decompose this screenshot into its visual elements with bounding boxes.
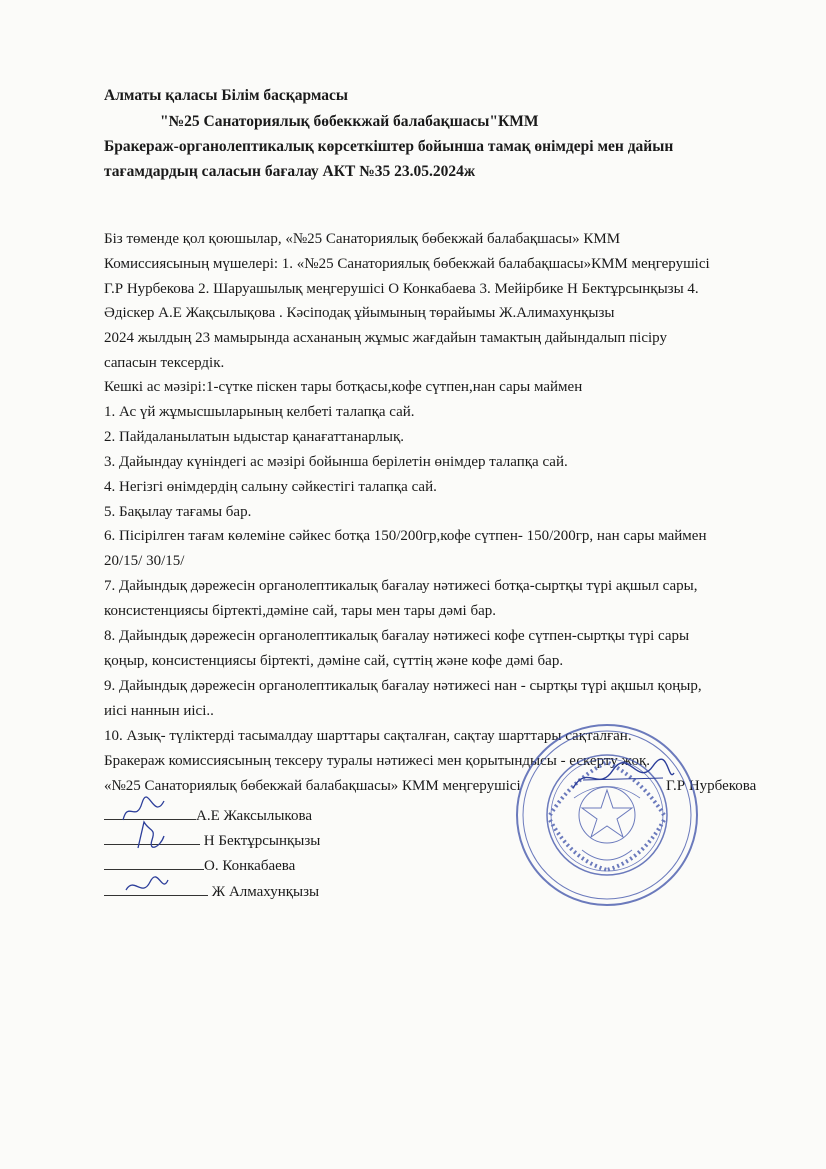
body-line: 7. Дайындық дәрежесін органолептикалық бағалау нәтижесі ботқа-сыртқы түрі ақшыл сары, bbox=[104, 578, 698, 594]
body-line: 20/15/ 30/15/ bbox=[104, 553, 185, 569]
head-signature-scribble-icon bbox=[568, 758, 678, 798]
body-line: 10. Азық- түліктерді тасымалдау шарттары сақталған, сақтау шарттары сақталған. bbox=[104, 728, 632, 744]
body-line: Біз төменде қол қоюшылар, «№25 Санаториялық бөбекжай балабақшасы» КММ bbox=[104, 231, 621, 247]
signature-scribble-icon bbox=[122, 872, 172, 902]
body-line: қоңыр, консистенциясы біртекті, дәміне сай, сүттің және кофе дәмі бар. bbox=[104, 653, 564, 669]
official-stamp-icon bbox=[512, 720, 702, 910]
body-line: 5. Бақылау тағамы бар. bbox=[104, 504, 252, 520]
header-title-line1: Бракераж-органолептикалық көрсеткіштер бойынша тамақ өнімдері мен дайын bbox=[104, 138, 674, 155]
body-line: Г.Р Нурбекова 2. Шаруашылық меңгерушісі О Конкабаева 3. Мейірбике Н Бектұрсынқызы 4. bbox=[104, 281, 699, 297]
signature-name: Н Бектұрсынқызы bbox=[200, 833, 321, 849]
body-line: 4. Негізгі өнімдердің салыну сәйкестігі талапқа сай. bbox=[104, 479, 437, 495]
signature-blank bbox=[104, 855, 204, 870]
body-line: 1. Ас үй жұмысшыларының келбеті талапқа сай. bbox=[104, 404, 415, 420]
signature-scribble-icon bbox=[130, 818, 170, 854]
body-line: Әдіскер А.Е Жақсылықова . Кәсіподақ ұйымының төрайымы Ж.Алимахунқызы bbox=[104, 305, 615, 321]
body-line: 6. Пісірілген тағам көлеміне сәйкес ботқа 150/200гр,кофе сүтпен- 150/200гр, нан сары маймен bbox=[104, 528, 707, 544]
body-line: 3. Дайындау күніндегі ас мәзірі бойынша берілетін өнімдер талапқа сай. bbox=[104, 454, 568, 470]
header-organization: Алматы қаласы Білім басқармасы bbox=[104, 87, 349, 104]
body-line: консистенциясы біртекті,дәміне сай, тары мен тары дәмі бар. bbox=[104, 603, 496, 619]
body-line: иісі наннын иісі.. bbox=[104, 703, 214, 719]
signature-name: Ж Алмахунқызы bbox=[208, 884, 320, 900]
body-line: сапасын тексердік. bbox=[104, 355, 225, 371]
body-line: 2. Пайдаланылатын ыдыстар қанағаттанарлық. bbox=[104, 429, 405, 445]
body-line: 8. Дайындық дәрежесін органолептикалық бағалау нәтижесі кофе сүтпен-сыртқы түрі сары bbox=[104, 628, 690, 644]
body-line: Кешкі ас мәзірі:1-сүтке піскен тары ботқасы,кофе сүтпен,нан сары маймен bbox=[104, 379, 583, 395]
signature-name: О. Конкабаева bbox=[204, 858, 296, 874]
header-title-line2: тағамдардың саласын бағалау АКТ №35 23.05.2024ж bbox=[104, 163, 476, 180]
header-kindergarten: "№25 Санаториялық бөбеккжай балабақшасы"КММ bbox=[160, 113, 539, 130]
signature-name: А.Е Жаксылыкова bbox=[196, 808, 313, 824]
head-signature-name: Г.Р Нурбекова bbox=[666, 778, 757, 794]
body-line: 9. Дайындық дәрежесін органолептикалық бағалау нәтижесі нан - сыртқы түрі ақшыл қоңыр, bbox=[104, 678, 702, 694]
head-signature-line-left: «№25 Санаториялық бөбекжай балабақшасы» КММ меңгерушісі bbox=[104, 778, 521, 794]
body-line: Комиссиясының мүшелері: 1. «№25 Санаториялық бөбекжай балабақшасы»КММ меңгерушісі bbox=[104, 256, 710, 272]
body-line: Бракераж комиссиясының тексеру туралы нәтижесі мен қорытындысы - ескерту жоқ. bbox=[104, 753, 651, 769]
body-line: 2024 жылдың 23 мамырында асхананың жұмыс жағдайын тамактың дайындалып пісіру bbox=[104, 330, 667, 346]
